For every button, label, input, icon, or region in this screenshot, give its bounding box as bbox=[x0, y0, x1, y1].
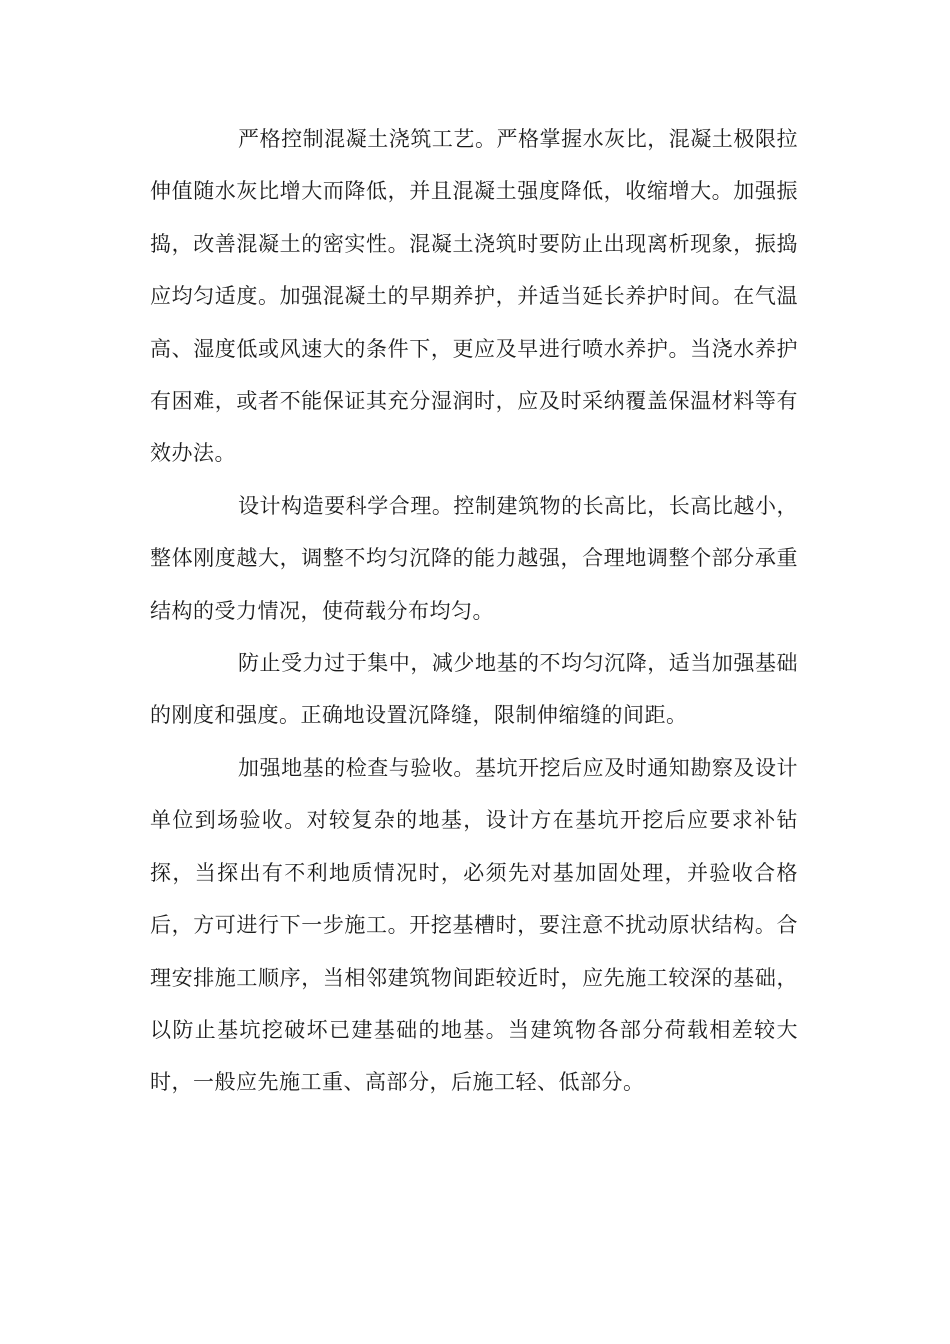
document-body bbox=[150, 113, 798, 1109]
paragraph-concrete-pouring: 严格控制混凝土浇筑工艺。严格掌握水灰比，混凝土极限拉伸值随水灰比增大而降低，并且混凝土强度降低，收缩增大。加强振捣，改善混凝土的密实性。混凝土浇筑时要防止出现离析现象，振捣应均匀适度。加强混凝土的早期养护，并适当延长养护时间。在气温高、湿度低或风速大的条件下，更应及早进行喷水养护。当浇水养护有困难，或者不能保证其充分湿润时，应及时采纳覆盖保温材料等有效办法。 bbox=[150, 127, 798, 466]
paragraph-foundation-inspection: 加强地基的检查与验收。基坑开挖后应及时通知勘察及设计单位到场验收。对较复杂的地基，设计方在基坑开挖后应要求补钻探，当探出有不利地质情况时，必须先对基加固处理，并验收合格后，方可进行下一步施工。开挖基槽时，要注意不扰动原状结构。合理安排施工顺序，当相邻建筑物间距较近时，应先施工较深的基础，以防止基坑挖破坏已建基础的地基。当建筑物各部分荷载相差较大时，一般应先施工重、高部分，后施工轻、低部分。 bbox=[150, 755, 798, 1095]
paragraph-load-distribution: 防止受力过于集中，减少地基的不均匀沉降，适当加强基础的刚度和强度。正确地设置沉降缝，限制伸缩缝的间距。 bbox=[150, 651, 798, 728]
paragraph-structural-design: 设计构造要科学合理。控制建筑物的长高比，长高比越小，整体刚度越大，调整不均匀沉降的能力越强，合理地调整个部分承重结构的受力情况，使荷载分布均匀。 bbox=[150, 493, 798, 623]
